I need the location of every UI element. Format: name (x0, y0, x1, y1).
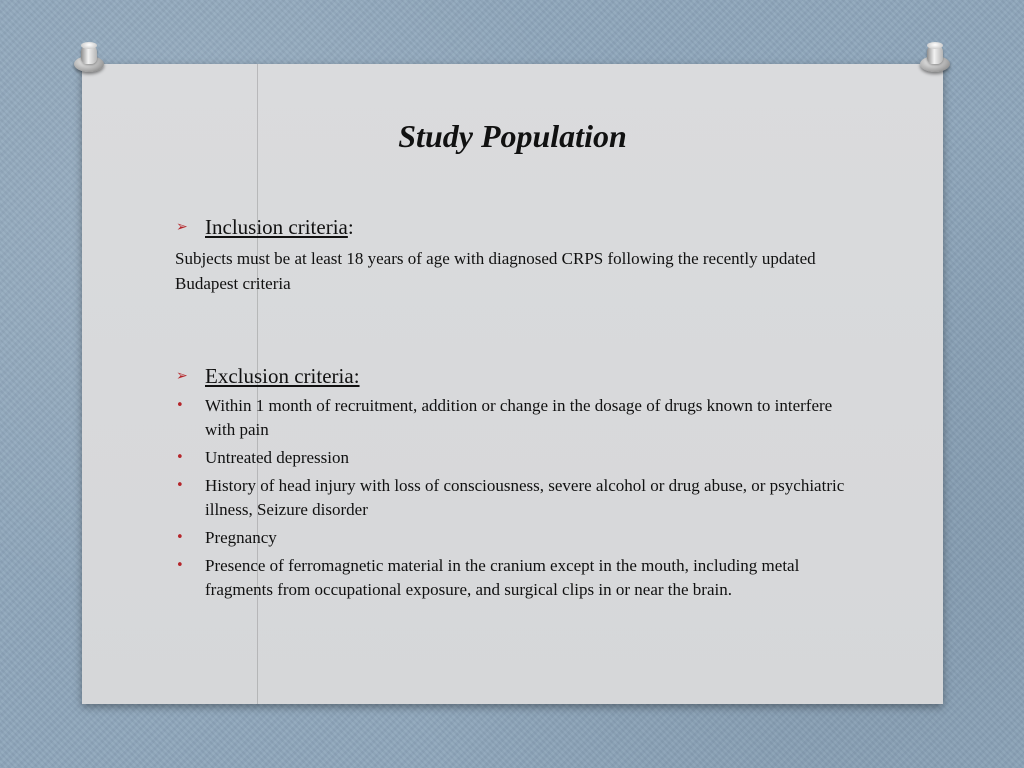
inclusion-heading (176, 214, 354, 240)
dot-bullet-icon: • (176, 530, 184, 545)
list-item (176, 446, 856, 470)
exclusion-heading-label: Exclusion criteria: (205, 364, 360, 388)
exclusion-heading (176, 363, 360, 389)
list-item (176, 474, 856, 522)
list-item (176, 526, 856, 550)
inclusion-text: Subjects must be at least 18 years of age with diagnosed CRPS following the recently updated Budapest criteria (175, 249, 816, 293)
list-item-text: Untreated depression (205, 448, 349, 467)
exclusion-list (176, 394, 856, 606)
dot-bullet-icon: • (176, 558, 184, 573)
list-item-text: Presence of ferromagnetic material in the cranium except in the mouth, including metal fragments from occupational exposure, and surgical clips in or near the brain. (205, 556, 800, 599)
list-item-text: History of head injury with loss of consciousness, severe alcohol or drug abuse, or psychiatric illness, Seizure disorder (205, 476, 845, 519)
inclusion-heading-colon: : (347, 215, 354, 239)
arrow-bullet-icon: ➢ (176, 368, 188, 384)
dot-bullet-icon: • (176, 450, 184, 465)
dot-bullet-icon: • (176, 398, 184, 413)
list-item (176, 554, 856, 602)
dot-bullet-icon: • (176, 478, 184, 493)
slide-title: Study Population (398, 118, 627, 154)
list-item (176, 394, 856, 442)
arrow-bullet-icon: ➢ (176, 219, 188, 235)
pushpin-icon (918, 42, 952, 76)
pushpin-icon (72, 42, 106, 76)
list-item-text: Within 1 month of recruitment, addition or change in the dosage of drugs known to interfere with pain (205, 396, 833, 439)
inclusion-heading-label: Inclusion criteria (205, 215, 348, 239)
list-item-text: Pregnancy (205, 528, 277, 547)
